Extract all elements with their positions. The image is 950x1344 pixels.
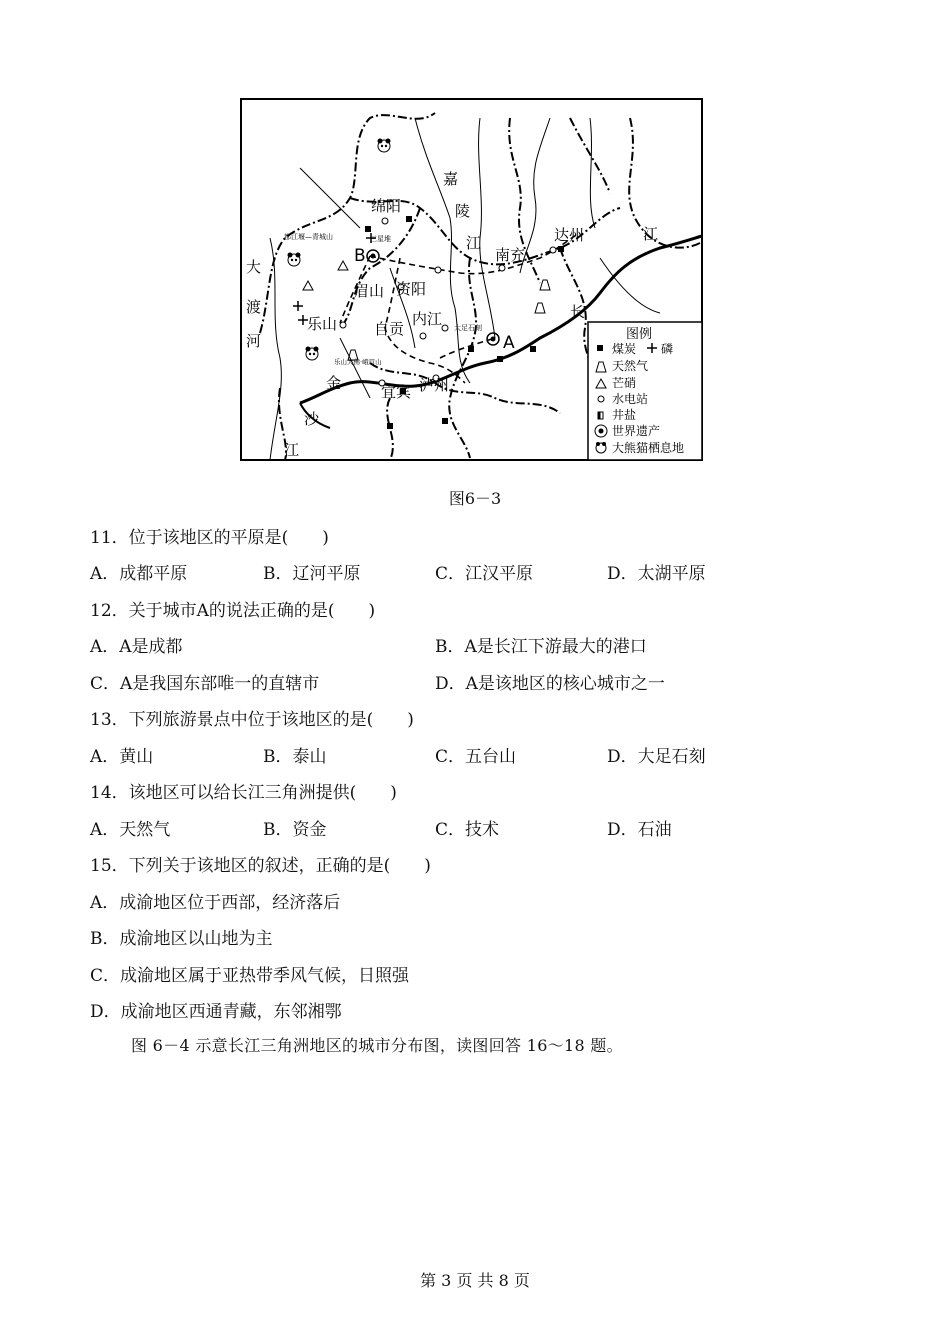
q14-option-d: D．石油 <box>607 820 672 840</box>
q13-option-d: D．大足石刻 <box>607 747 706 767</box>
label-zigong: 自贡 <box>374 320 405 338</box>
label-jialing-3: 江 <box>466 234 482 252</box>
legend-mirabilite: 芒硝 <box>612 376 637 390</box>
q14-option-a: A．天然气 <box>90 820 171 840</box>
label-mianyang: 绵阳 <box>371 197 402 215</box>
label-luzhou: 泸州 <box>419 376 450 394</box>
legend-coal: 煤炭 <box>612 342 637 356</box>
label-nanchong: 南充 <box>495 246 526 264</box>
q12-option-a: A．A是成都 <box>90 637 183 657</box>
label-meishan: 眉山 <box>354 282 385 300</box>
label-dazhou: 达州 <box>554 226 585 244</box>
label-yibin: 宜宾 <box>381 383 412 401</box>
map-svg <box>240 98 703 461</box>
q15-option-a: A．成渝地区位于西部，经济落后 <box>90 893 341 913</box>
q15-option-b: B．成渝地区以山地为主 <box>90 929 273 949</box>
legend-gas: 天然气 <box>612 359 649 373</box>
label-dazu: 大足石刻 <box>454 324 482 332</box>
question-13-stem: 13．下列旅游景点中位于该地区的是( ) <box>90 710 414 730</box>
q15-option-d: D．成渝地区西通青藏，东邻湘鄂 <box>90 1002 342 1022</box>
label-city-b: B <box>354 246 366 266</box>
label-city-a: A <box>503 333 515 353</box>
label-changjiang-2: 江 <box>643 225 659 243</box>
q11-option-a: A．成都平原 <box>90 564 188 584</box>
q14-option-c: C．技术 <box>435 820 500 840</box>
q12-option-c: C．A是我国东部唯一的直辖市 <box>90 674 320 694</box>
label-jinsha-3: 江 <box>284 441 300 459</box>
question-11-stem: 11．位于该地区的平原是( ) <box>90 528 329 548</box>
label-ziyang: 资阳 <box>396 280 427 298</box>
label-jialing-1: 嘉 <box>443 170 459 188</box>
label-jialing-2: 陵 <box>455 202 471 220</box>
figure-caption: 图6－3 <box>448 489 502 508</box>
q13-option-b: B．泰山 <box>263 747 327 767</box>
label-jinsha-2: 沙 <box>304 410 320 428</box>
q12-option-b: B．A是长江下游最大的港口 <box>435 637 647 657</box>
legend-heritage: 世界遗产 <box>612 424 661 438</box>
legend-phosphorus: 磷 <box>661 342 674 356</box>
question-15-stem: 15．下列关于该地区的叙述，正确的是( ) <box>90 856 431 876</box>
legend-salt: 井盐 <box>612 408 637 422</box>
legend-hydro: 水电站 <box>612 392 649 406</box>
legend-title: 图例 <box>626 327 653 342</box>
page-footer: 第 3 页 共 8 页 <box>420 1271 530 1290</box>
q11-option-d: D．太湖平原 <box>607 564 706 584</box>
legend-panda: 大熊猫栖息地 <box>612 441 685 455</box>
label-dadu-2: 渡 <box>246 298 262 316</box>
q15-option-c: C．成渝地区属于亚热带季风气候，日照强 <box>90 966 410 986</box>
map-legend <box>588 322 702 460</box>
section-intro: 图 6－4 示意长江三角洲地区的城市分布图，读图回答 16～18 题。 <box>131 1036 623 1055</box>
label-sanxingdui: 三星堆 <box>370 235 391 243</box>
map-figure <box>240 98 703 461</box>
label-changjiang-1: 长 <box>570 303 586 321</box>
q11-option-c: C．江汉平原 <box>435 564 534 584</box>
label-dujiangyan: 都江堰—青城山 <box>284 233 333 241</box>
label-emei: 乐山大佛·峨眉山 <box>334 358 382 366</box>
q12-option-d: D．A是该地区的核心城市之一 <box>435 674 665 694</box>
q13-option-a: A．黄山 <box>90 747 154 767</box>
q11-option-b: B．辽河平原 <box>263 564 361 584</box>
q14-option-b: B．资金 <box>263 820 327 840</box>
label-neijiang: 内江 <box>412 310 443 328</box>
label-leshan: 乐山 <box>307 315 338 333</box>
q13-option-c: C．五台山 <box>435 747 517 767</box>
question-14-stem: 14．该地区可以给长江三角洲提供( ) <box>90 783 397 803</box>
label-dadu-1: 大 <box>246 258 262 276</box>
label-dadu-3: 河 <box>246 332 262 350</box>
label-jinsha-1: 金 <box>326 374 342 392</box>
question-12-stem: 12．关于城市A的说法正确的是( ) <box>90 601 376 621</box>
